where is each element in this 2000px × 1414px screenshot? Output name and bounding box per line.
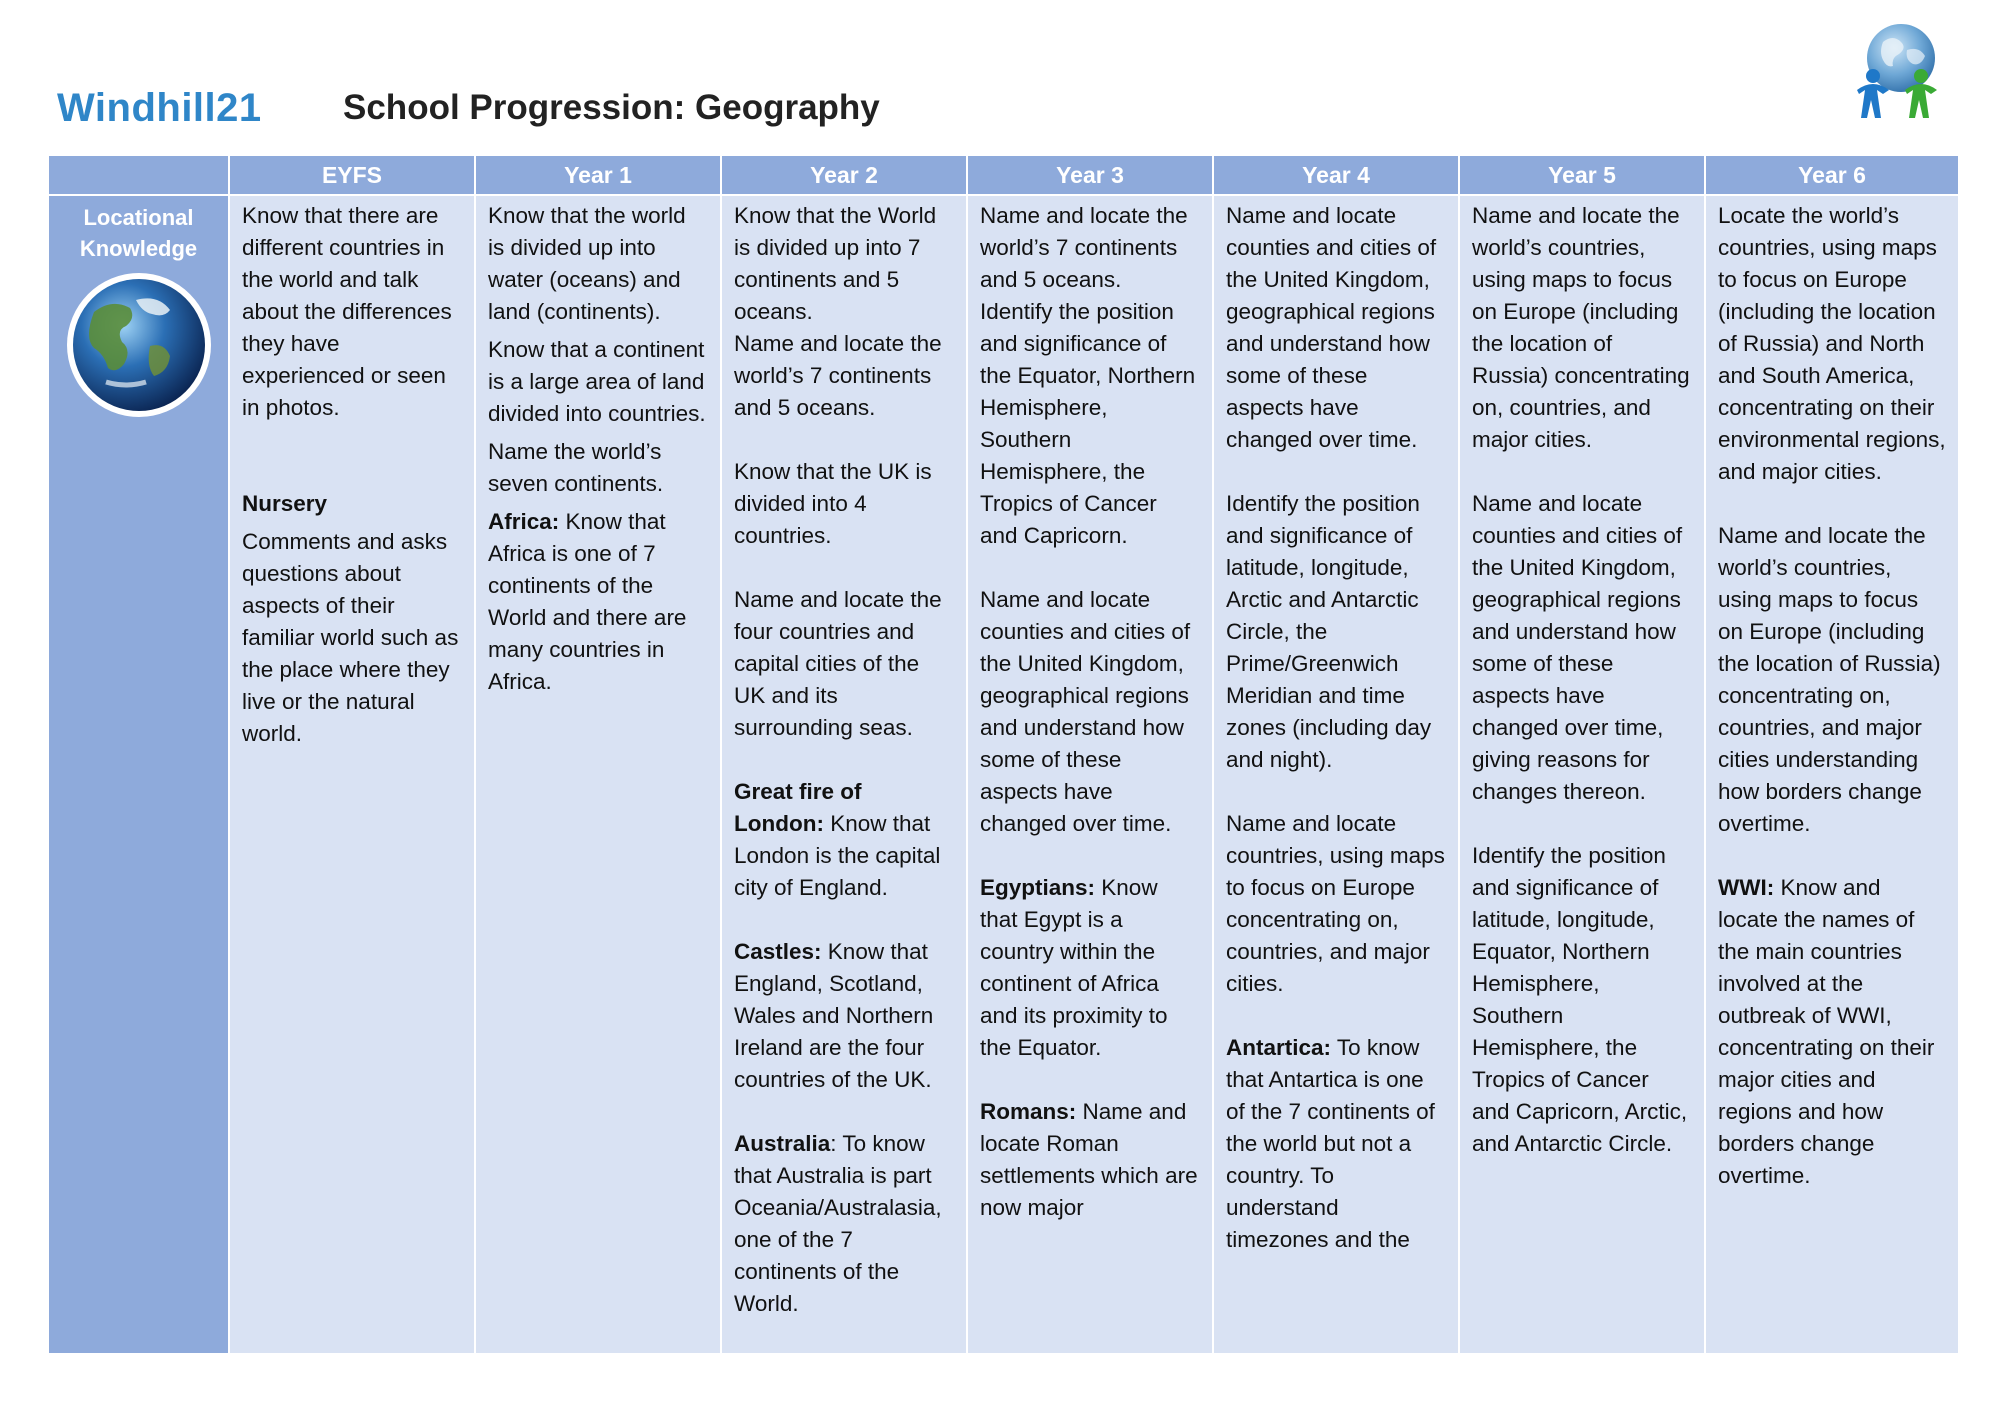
year5-paragraph-3: Identify the position and significance of latitude, longitude, Equator, Northern Hemisphere, Southern Hemisphere, the Tropics of Cancer and Capricorn, Arctic, and Antarctic Circle. bbox=[1472, 843, 1688, 1156]
cell-year-2 bbox=[721, 195, 967, 1353]
cell-eyfs bbox=[229, 195, 475, 1353]
globe-people-logo bbox=[1843, 20, 1955, 128]
year4-paragraph-2: Identify the position and significance of latitude, longitude, Arctic and Antarctic Circle, the Prime/Greenwich Meridian and time zones (including day and night). bbox=[1226, 491, 1432, 772]
year1-africa-paragraph: Africa: Know that Africa is one of 7 continents of the World and there are many countries in Africa. bbox=[488, 509, 687, 694]
year4-paragraph-1: Name and locate counties and cities of the United Kingdom, geographical regions and understand how some of these aspects have changed over time. bbox=[1226, 203, 1437, 452]
africa-label: Africa: bbox=[488, 509, 560, 534]
year3-romans-paragraph: Romans: Name and locate Roman settlements which are now major bbox=[980, 1099, 1198, 1220]
page-title: School Progression: Geography bbox=[343, 88, 880, 127]
year2-paragraph-1: Know that the World is divided up into 7 continents and 5 oceans. bbox=[734, 203, 937, 324]
year2-paragraph-3: Know that the UK is divided into 4 countries. bbox=[734, 459, 932, 548]
progression-table bbox=[49, 156, 1960, 1353]
year6-wwi-paragraph: WWI: Know and locate the names of the main countries involved at the outbreak of WWI, concentrating on their major cities and regions and how borders change overtime. bbox=[1718, 875, 1935, 1188]
year1-paragraph-1: Know that the world is divided up into water (oceans) and land (continents). bbox=[488, 203, 686, 324]
year2-australia-paragraph: Australia: To know that Australia is part Oceania/Australasia, one of the 7 continents of the World. bbox=[734, 1131, 942, 1316]
year2-paragraph-4: Name and locate the four countries and capital cities of the UK and its surrounding seas. bbox=[734, 587, 942, 740]
year4-antartica-paragraph: Antartica: To know that Antartica is one of the 7 continents of the world but not a country. To understand timezones and the bbox=[1226, 1035, 1435, 1252]
nursery-heading: Nursery bbox=[242, 491, 328, 516]
year1-paragraph-2: Know that a continent is a large area of land divided into countries. bbox=[488, 337, 706, 426]
year3-paragraph-1: Name and locate the world’s 7 continents and 5 oceans. bbox=[980, 203, 1188, 292]
eyfs-paragraph-2: Comments and asks questions about aspects of their familiar world such as the place where they live or the natural world. bbox=[242, 529, 459, 746]
column-header-year-4: Year 4 bbox=[1213, 156, 1459, 195]
eyfs-paragraph-1: Know that there are different countries in the world and talk about the differences they have experienced or seen in photos. bbox=[242, 203, 452, 420]
column-header-year-5: Year 5 bbox=[1459, 156, 1705, 195]
locational-knowledge-row bbox=[49, 195, 1959, 1353]
corner-cell bbox=[49, 156, 229, 195]
cell-year-1 bbox=[475, 195, 721, 1353]
column-header-year-2: Year 2 bbox=[721, 156, 967, 195]
column-header-year-3: Year 3 bbox=[967, 156, 1213, 195]
year3-egyptians-paragraph: Egyptians: Know that Egypt is a country within the continent of Africa and its proximity to the Equator. bbox=[980, 875, 1168, 1060]
year6-paragraph-2: Name and locate the world’s countries, using maps to focus on Europe (including the location of Russia) concentrating on, countries, and major cities understanding how borders change overtime. bbox=[1718, 523, 1941, 836]
year5-paragraph-2: Name and locate counties and cities of the United Kingdom, geographical regions and understand how some of these aspects have changed over time, giving reasons for changes thereon. bbox=[1472, 491, 1683, 804]
year2-castles-paragraph: Castles: Know that England, Scotland, Wales and Northern Ireland are the four countries of the UK. bbox=[734, 939, 934, 1092]
year4-paragraph-3: Name and locate countries, using maps to focus on Europe concentrating on, countries, and major cities. bbox=[1226, 811, 1445, 996]
brand-logo-text: Windhill21 bbox=[57, 86, 262, 130]
cell-year-3 bbox=[967, 195, 1213, 1353]
column-header-eyfs: EYFS bbox=[229, 156, 475, 195]
year6-paragraph-1: Locate the world’s countries, using maps to focus on Europe (including the location of Russia) and North and South America, concentrating on their environmental regions, and major cities. bbox=[1718, 203, 1946, 484]
year3-paragraph-3: Name and locate counties and cities of the United Kingdom, geographical regions and understand how some of these aspects have changed over time. bbox=[980, 587, 1191, 836]
year1-paragraph-3: Name the world’s seven continents. bbox=[488, 439, 664, 496]
column-header-year-6: Year 6 bbox=[1705, 156, 1959, 195]
header-row bbox=[49, 156, 1959, 195]
row-label-line-1: Locational bbox=[83, 205, 194, 230]
row-label-line-2: Knowledge bbox=[79, 236, 198, 261]
cell-year-5 bbox=[1459, 195, 1705, 1353]
cell-year-4 bbox=[1213, 195, 1459, 1353]
year3-paragraph-2: Identify the position and significance of the Equator, Northern Hemisphere, Southern Hemisphere, the Tropics of Cancer and Capricorn. bbox=[980, 299, 1196, 548]
year2-paragraph-2: Name and locate the world’s 7 continents and 5 oceans. bbox=[734, 331, 942, 420]
column-header-year-1: Year 1 bbox=[475, 156, 721, 195]
earth-icon bbox=[66, 272, 212, 418]
cell-year-6 bbox=[1705, 195, 1959, 1353]
year2-great-fire-paragraph: Great fire of London: Know that London is the capital city of England. bbox=[734, 779, 941, 900]
row-header-locational-knowledge bbox=[49, 195, 229, 1353]
year5-paragraph-1: Name and locate the world’s countries, using maps to focus on Europe (including the location of Russia) concentrating on, countries, and major cities. bbox=[1472, 203, 1690, 452]
